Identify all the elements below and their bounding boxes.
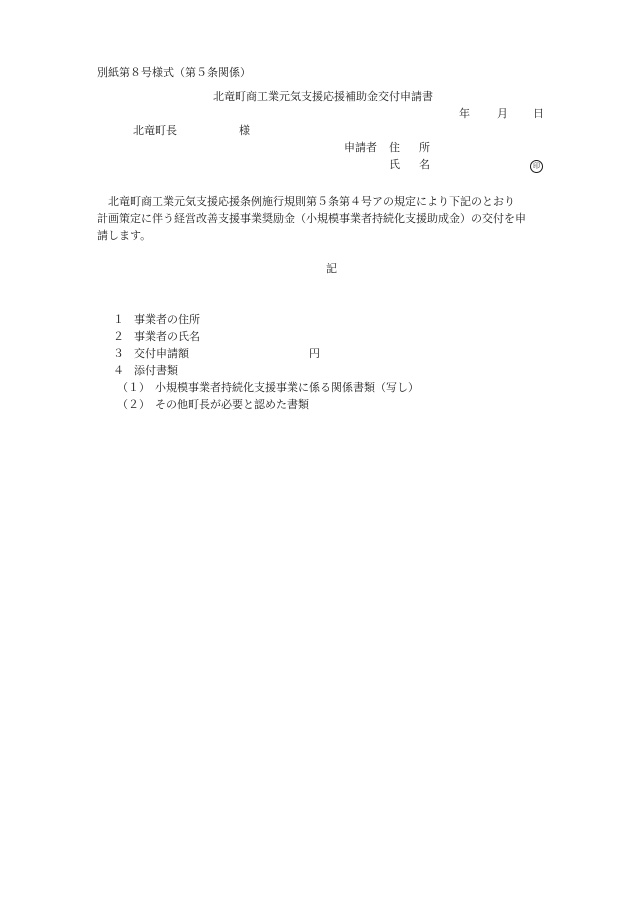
sub-item-number: （２） — [117, 398, 150, 411]
seal-icon: 印 — [530, 160, 543, 173]
item-text: 事業者の氏名 — [134, 330, 200, 343]
body-paragraph — [97, 193, 557, 244]
item-text: 交付申請額 — [134, 347, 189, 360]
sub-item-number: （１） — [117, 381, 150, 394]
yen-unit: 円 — [309, 347, 320, 360]
item-text: 添付書類 — [134, 364, 178, 377]
item-text: 事業者の住所 — [134, 313, 200, 326]
date-month: 月 — [497, 107, 508, 120]
body-line: 計画策定に伴う経営改善支援事業奨励金（小規模事業者持続化支援助成金）の交付を申 — [97, 212, 526, 225]
sub-item-text: 小規模事業者持続化支援事業に係る関係書類（写し） — [155, 381, 419, 394]
item-number: ３ — [113, 347, 124, 360]
applicant-address-label: 住 所 — [389, 141, 434, 154]
date-year: 年 — [459, 107, 470, 120]
addressee-name: 北竜町長 — [133, 124, 177, 137]
document-title: 北竜町商工業元気支援応援補助金交付申請書 — [213, 90, 433, 103]
form-label: 別紙第８号様式（第５条関係） — [97, 66, 251, 79]
date-day: 日 — [533, 107, 544, 120]
sub-item-text: その他町長が必要と認めた書類 — [155, 398, 309, 411]
addressee-honorific: 様 — [239, 124, 250, 137]
body-line: 請します。 — [97, 229, 152, 242]
ki-heading: 記 — [326, 262, 337, 275]
body-line: 北竜町商工業元気支援応援条例施行規則第５条第４号アの規定により下記のとおり — [97, 195, 515, 208]
seal-mark — [530, 158, 543, 173]
item-number: ４ — [113, 364, 124, 377]
applicant-name-label: 氏 名 — [389, 158, 434, 171]
item-number: ２ — [113, 330, 124, 343]
item-number: １ — [113, 313, 124, 326]
applicant-label: 申請者 — [344, 141, 377, 154]
